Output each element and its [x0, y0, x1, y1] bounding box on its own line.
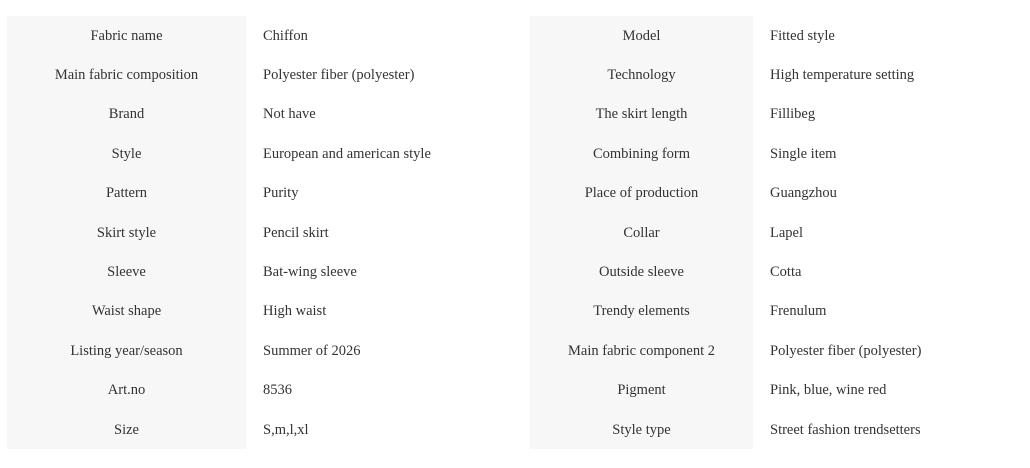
table-row — [530, 331, 1028, 370]
spec-label: Style type — [530, 410, 753, 449]
table-row — [7, 292, 504, 331]
spec-value: Fitted style — [753, 16, 1028, 55]
table-row — [530, 371, 1028, 410]
table-row — [7, 95, 504, 134]
spec-table-body-right — [530, 16, 1028, 449]
spec-value: Purity — [246, 174, 504, 213]
spec-label: Skirt style — [7, 213, 246, 252]
spec-label: Art.no — [7, 371, 246, 410]
spec-label: Sleeve — [7, 252, 246, 291]
spec-label: Place of production — [530, 174, 753, 213]
table-row — [7, 410, 504, 449]
table-row — [7, 174, 504, 213]
spec-label: Listing year/season — [7, 331, 246, 370]
product-spec-table-right — [530, 16, 1028, 449]
spec-value: 8536 — [246, 371, 504, 410]
spec-value: Polyester fiber (polyester) — [246, 55, 504, 94]
spec-label: Technology — [530, 55, 753, 94]
table-row — [530, 174, 1028, 213]
spec-table-body-left — [7, 16, 504, 449]
spec-value: High waist — [246, 292, 504, 331]
spec-value: Bat-wing sleeve — [246, 252, 504, 291]
table-row — [530, 95, 1028, 134]
table-row — [530, 134, 1028, 173]
table-row — [530, 55, 1028, 94]
spec-label: Brand — [7, 95, 246, 134]
spec-value: High temperature setting — [753, 55, 1028, 94]
spec-label: The skirt length — [530, 95, 753, 134]
spec-label: Combining form — [530, 134, 753, 173]
spec-label: Waist shape — [7, 292, 246, 331]
table-row — [7, 134, 504, 173]
table-row — [530, 292, 1028, 331]
table-row — [530, 252, 1028, 291]
table-row — [530, 410, 1028, 449]
table-row — [7, 55, 504, 94]
spec-value: Not have — [246, 95, 504, 134]
table-row — [7, 252, 504, 291]
table-row — [7, 213, 504, 252]
spec-label: Outside sleeve — [530, 252, 753, 291]
spec-value: European and american style — [246, 134, 504, 173]
spec-label: Main fabric component 2 — [530, 331, 753, 370]
spec-label: Trendy elements — [530, 292, 753, 331]
spec-label: Main fabric composition — [7, 55, 246, 94]
spec-value: Chiffon — [246, 16, 504, 55]
spec-value: Cotta — [753, 252, 1028, 291]
spec-label: Collar — [530, 213, 753, 252]
spec-label: Pigment — [530, 371, 753, 410]
product-spec-table-left — [7, 16, 504, 449]
spec-value: Polyester fiber (polyester) — [753, 331, 1028, 370]
spec-label: Fabric name — [7, 16, 246, 55]
spec-value: Street fashion trendsetters — [753, 410, 1028, 449]
spec-label: Style — [7, 134, 246, 173]
spec-value: Guangzhou — [753, 174, 1028, 213]
table-row — [530, 16, 1028, 55]
spec-value: S,m,l,xl — [246, 410, 504, 449]
spec-value: Frenulum — [753, 292, 1028, 331]
spec-label: Size — [7, 410, 246, 449]
spec-value: Fillibeg — [753, 95, 1028, 134]
spec-value: Pink, blue, wine red — [753, 371, 1028, 410]
table-row — [7, 331, 504, 370]
spec-label: Model — [530, 16, 753, 55]
spec-label: Pattern — [7, 174, 246, 213]
table-row — [7, 16, 504, 55]
spec-value: Pencil skirt — [246, 213, 504, 252]
table-row — [530, 213, 1028, 252]
spec-value: Single item — [753, 134, 1028, 173]
spec-value: Lapel — [753, 213, 1028, 252]
spec-value: Summer of 2026 — [246, 331, 504, 370]
table-row — [7, 371, 504, 410]
